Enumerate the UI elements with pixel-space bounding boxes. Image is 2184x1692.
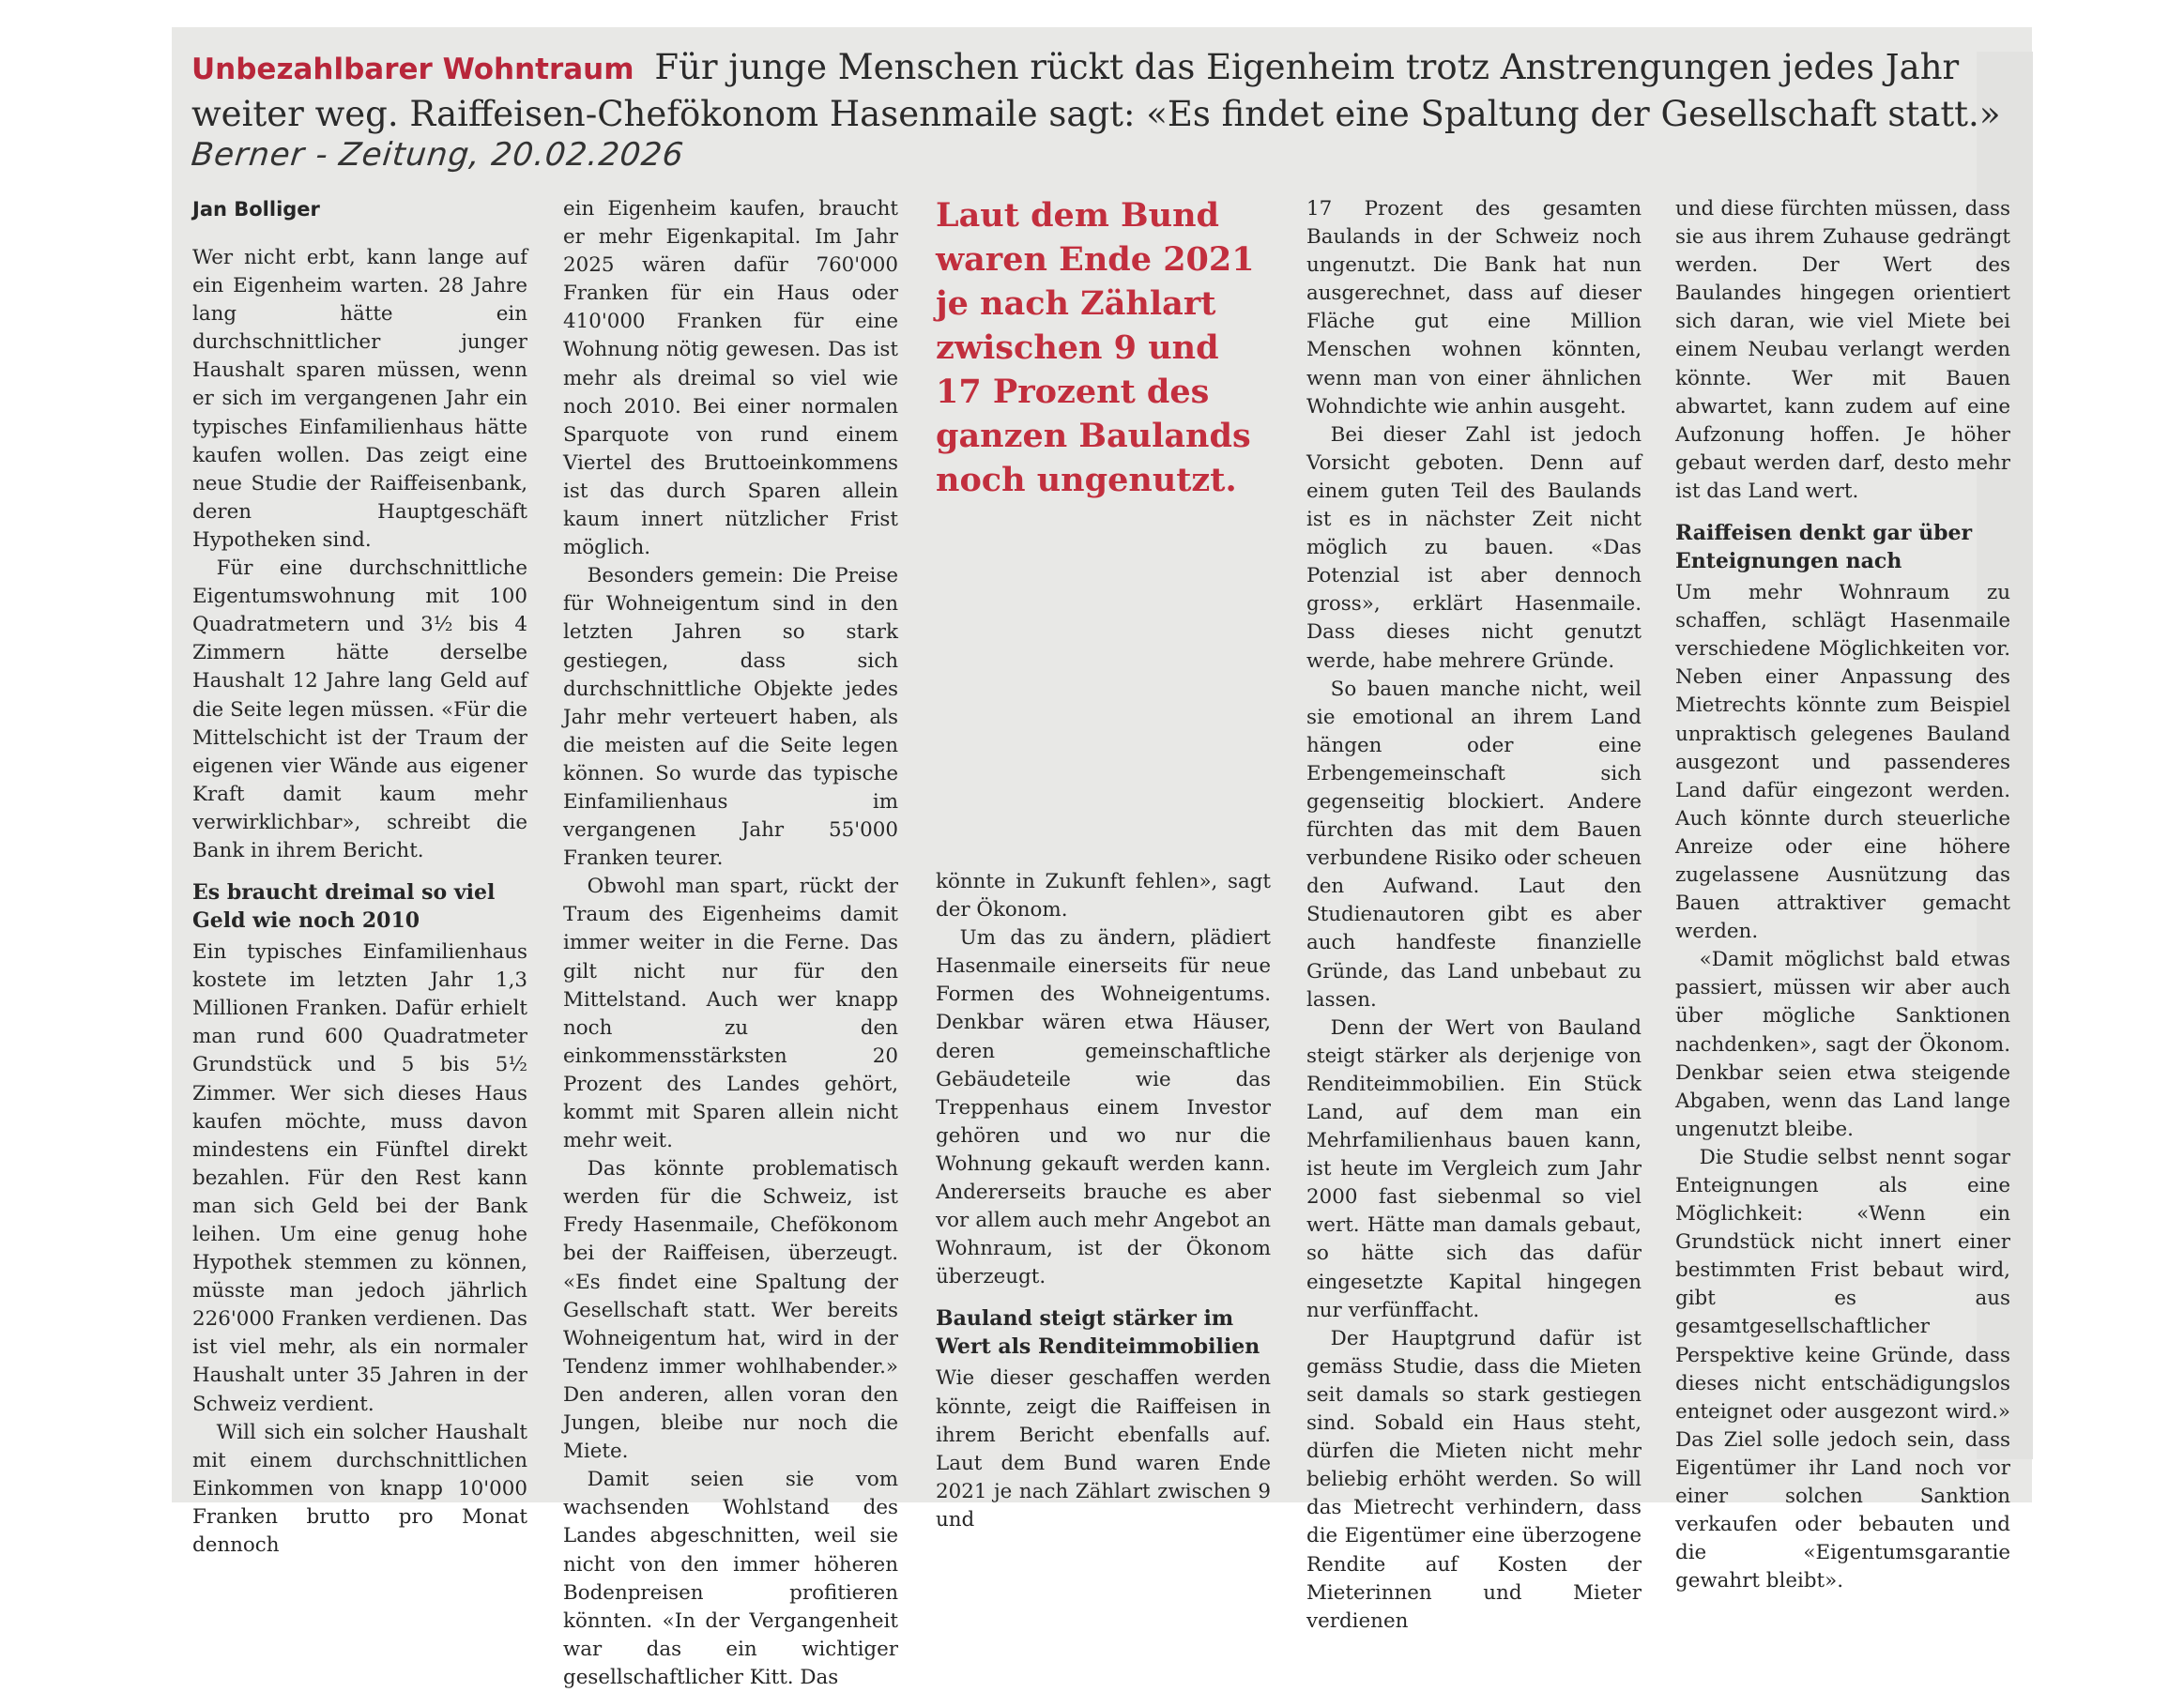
handwritten-source-note: Berner - Zeitung, 20.02.2026: [189, 136, 686, 174]
subheading: Raiffeisen denkt gar über Enteignungen nach: [1675, 521, 1973, 574]
paragraph: könnte in Zukunft fehlen», sagt der Ökonom.: [936, 870, 1271, 922]
subheading: Bauland steigt stärker im Wert als Renditeimmobilien: [936, 1306, 1260, 1360]
paragraph: und diese fürchten müssen, dass sie aus ihrem Zuhause gedrängt werden. Der Wert des Baulandes hingegen orientiert sich daran, wie viel Miete bei einem Neubau verlangt werden könnte. Wer mit Bauen abwartet, kann zudem auf eine Aufzonung hoffen. Je höher gebaut werden darf, desto mehr ist das Land wert.: [1675, 197, 2010, 503]
headline-kicker: Unbezahlbarer Wohntraum: [191, 53, 634, 86]
paragraph: So bauen manche nicht, weil sie emotional an ihrem Land hängen oder eine Erbengemeinschaft sich gegenseitig blockiert. Andere fürchten das mit dem Bauen verbundene Risiko oder scheuen den Aufwand. Laut den Studienautoren gibt es aber auch handfeste finanzielle Gründe, das Land unbebaut zu lassen.: [1306, 677, 1642, 1012]
column-3-body: [936, 868, 1271, 1534]
paragraph: Um mehr Wohnraum zu schaffen, schlägt Hasenmaile verschiedene Möglichkeiten vor. Neben einer Anpassung des Mietrechts könnte zum Beispiel unpraktisch gelegenes Bauland ausgezont und passenderes Land dafür eingezont werden. Auch könnte durch steuerliche Anreize oder eine höhere zugelassene Ausnützung das Bauen attraktiver gemacht werden.: [1675, 581, 2010, 944]
paragraph: Obwohl man spart, rückt der Traum des Eigenheims damit immer weiter in die Ferne. Das gilt nicht nur für den Mittelstand. Auch wer knapp noch zu den einkommensstärksten 20 Prozent des Landes gehört, kommt mit Sparen allein nicht mehr weit.: [563, 875, 898, 1153]
article-column-2: [563, 195, 898, 1689]
paragraph: Um das zu ändern, plädiert Hasenmaile einerseits für neue Formen des Wohneigentums. Denkbar wären etwa Häuser, deren gemeinschaftliche Gebäudeteile wie das Treppenhaus einem Investor gehören und wo nur die Wohnung gekauft werden kann. Andererseits brauche es aber vor allem auch mehr Angebot an Wohnraum, ist der Ökonom überzeugt.: [936, 926, 1271, 1289]
paragraph: Ein typisches Einfamilienhaus kostete im letzten Jahr 1,3 Millionen Franken. Dafür erhielt man rund 600 Quadratmeter Grundstück und 5 bis 5½ Zimmer. Wer sich dieses Haus kaufen möchte, muss davon mindestens ein Fünftel direkt bezahlen. Für den Rest kann man sich Geld bei der Bank leihen. Um eine genug hohe Hypothek stemmen zu können, müsste man jedoch jährlich 226'000 Franken verdienen. Das ist viel mehr, als ein normaler Haushalt unter 35 Jahren in der Schweiz verdient.: [192, 940, 527, 1416]
headline-text: Für junge Menschen rückt das Eigenheim trotz Anstrengungen jedes Jahr weiter weg. Raiffeisen-Chefökonom Hasenmaile sagt: «Es findet eine Spaltung der Gesellschaft statt.»: [191, 47, 2001, 134]
paragraph: Das könnte problematisch werden für die Schweiz, ist Fredy Hasenmaile, Chefökonom bei der Raiffeisen, überzeugt. «Es findet eine Spaltung der Gesellschaft statt. Wer bereits Wohneigentum hat, wird in der Tendenz immer wohlhabender.» Den anderen, allen voran den Jungen, bleibe nur noch die Miete.: [563, 1157, 898, 1464]
paragraph: «Damit möglichst bald etwas passiert, müssen wir aber auch über mögliche Sanktionen nachdenken», sagt der Ökonom. Denkbar seien etwa steigende Abgaben, wenn das Land lange ungenutzt bleibe.: [1675, 948, 2010, 1141]
paragraph: Bei dieser Zahl ist jedoch Vorsicht geboten. Denn auf einem guten Teil des Baulands ist es in nächster Zeit nicht möglich zu bauen. «Das Potenzial ist aber dennoch gross», erklärt Hasenmaile. Dass dieses nicht genutzt werde, habe mehrere Gründe.: [1306, 422, 1642, 673]
paragraph: ein Eigenheim kaufen, braucht er mehr Eigenkapital. Im Jahr 2025 wären dafür 760'000 Franken für ein Haus oder 410'000 Franken für eine Wohnung nötig gewesen. Das ist mehr als dreimal so viel wie noch 2010. Bei einer normalen Sparquote von rund einem Viertel des Bruttoeinkommens ist das durch Sparen allein kaum innert nützlicher Frist möglich.: [563, 197, 898, 560]
article-column-3: [936, 868, 1271, 1532]
column-4-body: [1306, 195, 1642, 1636]
paragraph: Für eine durchschnittliche Eigentumswohnung mit 100 Quadratmetern und 3½ bis 4 Zimmern hätte derselbe Haushalt 12 Jahre lang Geld auf die Seite legen müssen. «Für die Mittelschicht ist der Traum der eigenen vier Wände aus eigener Kraft damit kaum mehr verwirklichbar», schreibt die Bank in ihrem Bericht.: [192, 556, 527, 862]
paragraph: 17 Prozent des gesamten Baulands in der Schweiz noch ungenutzt. Die Bank hat nun ausgerechnet, dass auf dieser Fläche gut eine Million Menschen wohnen könnten, wenn man von einer ähnlichen Wohndichte wie anhin ausgeht.: [1306, 197, 1642, 419]
author-byline: Jan Bolliger: [192, 198, 320, 221]
pull-quote: Laut dem Bund waren Ende 2021 je nach Zählart zwischen 9 und 17 Prozent des ganzen Baulands noch ungenutzt.: [936, 196, 1255, 499]
paragraph: Will sich ein solcher Haushalt mit einem durchschnittlichen Einkommen von knapp 10'000 Franken brutto pro Monat dennoch: [192, 1420, 527, 1558]
paragraph: Wer nicht erbt, kann lange auf ein Eigenheim warten. 28 Jahre lang hätte ein durchschnittlicher junger Haushalt sparen müssen, wenn er sich im vergangenen Jahr ein typisches Einfamilienhaus hätte kaufen wollen. Das zeigt eine neue Studie der Raiffeisenbank, deren Hauptgeschäft Hypotheken sind.: [192, 246, 527, 552]
paragraph: Wie dieser geschaffen werden könnte, zeigt die Raiffeisen in ihrem Bericht ebenfalls auf. Laut dem Bund waren Ende 2021 je nach Zählart zwischen 9 und: [936, 1366, 1271, 1532]
column-2-body: [563, 195, 898, 1692]
paragraph: Damit seien sie vom wachsenden Wohlstand des Landes abgeschnitten, weil sie nicht von den immer höheren Bodenpreisen profitieren könnten. «In der Vergangenheit war das ein wichtiger gesellschaftlicher Kitt. Das: [563, 1468, 898, 1689]
subheading: Es braucht dreimal so viel Geld wie noch 2010: [192, 880, 496, 934]
article-column-1: [192, 195, 527, 1558]
article-column-5: [1675, 195, 2010, 1593]
paragraph: Denn der Wert von Bauland steigt stärker als derjenige von Renditeimmobilien. Ein Stück Land, auf dem man ein Mehrfamilienhaus bauen kann, ist heute im Vergleich zum Jahr 2000 fast siebenmal so viel wert. Hätte man damals gebaut, so hätte sich das dafür eingesetzte Kapital hingegen nur verfünffacht.: [1306, 1015, 1642, 1322]
column-5-body: [1675, 195, 2010, 1595]
article-headline: [191, 45, 2003, 136]
paragraph: Besonders gemein: Die Preise für Wohneigentum sind in den letzten Jahren so stark gestiegen, dass sich durchschnittliche Objekte jedes Jahr mehr verteuert haben, als die meisten auf die Seite legen können. So wurde das typische Einfamilienhaus im vergangenen Jahr 55'000 Franken teurer.: [563, 564, 898, 871]
column-1-body: [192, 244, 527, 1560]
paragraph: Der Hauptgrund dafür ist gemäss Studie, dass die Mieten seit damals so stark gestiegen sind. Sobald ein Haus steht, dürfen die Mieten nicht mehr beliebig erhöht werden. So will das Mietrecht verhindern, dass die Eigentümer eine überzogene Rendite auf Kosten der Mieterinnen und Mieter verdienen: [1306, 1326, 1642, 1633]
paragraph: Die Studie selbst nennt sogar Enteignungen als eine Möglichkeit: «Wenn ein Grundstück nicht innert einer bestimmten Frist bebaut wird, gibt es aus gesamtgesellschaftlicher Perspektive keine Gründe, dass dieses nicht entschädigungslos enteignet oder ausgezont wird.» Das Ziel solle jedoch sein, dass Eigentümer ihr Land noch vor einer solchen Sanktion verkaufen oder bebauten und die «Eigentumsgarantie gewahrt bleibt».: [1675, 1145, 2010, 1593]
article-column-4: [1306, 195, 1642, 1633]
